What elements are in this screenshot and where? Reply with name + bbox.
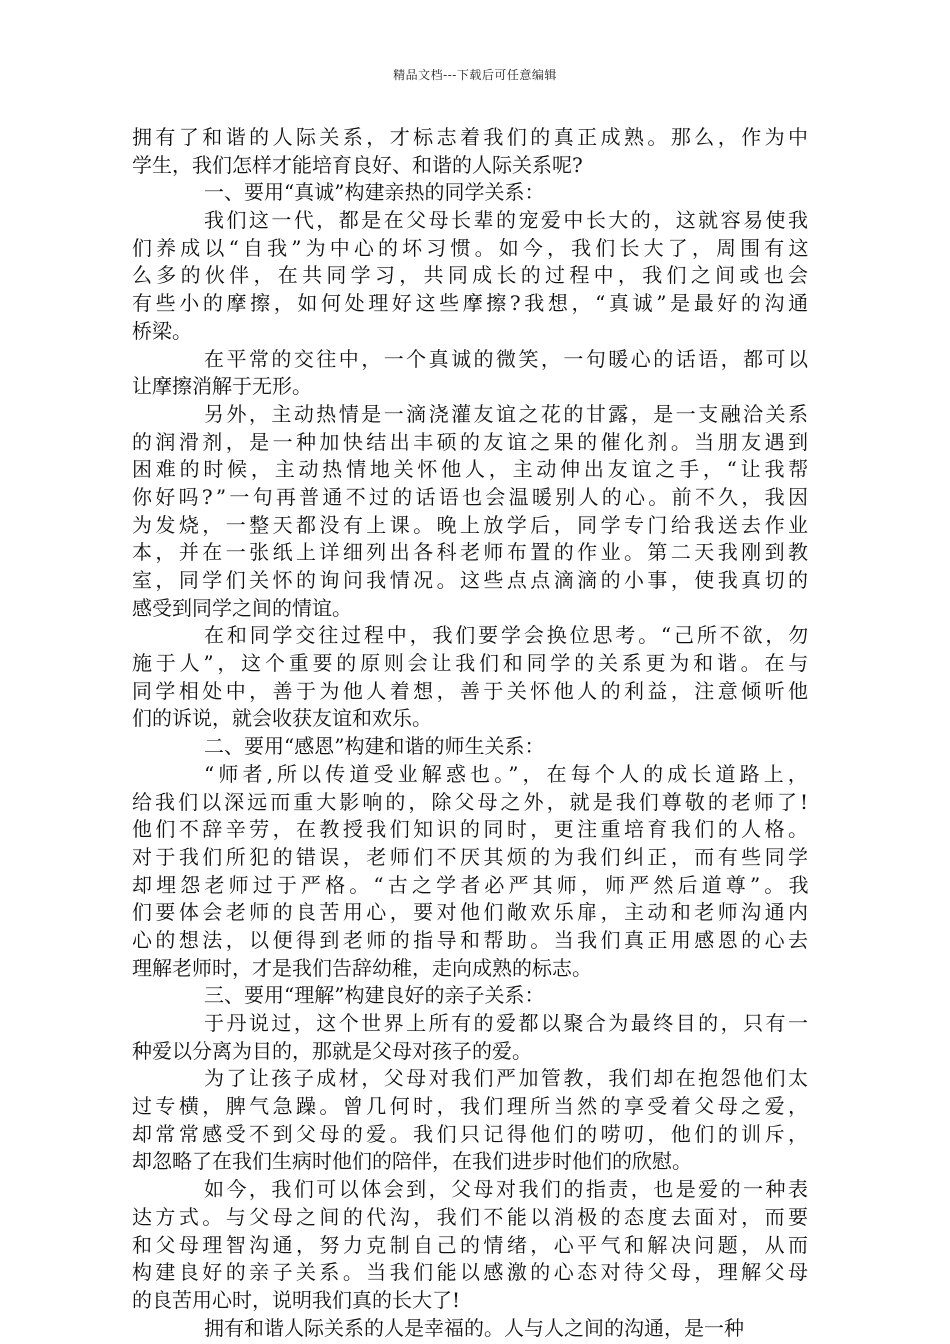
text-line: 为发烧，一整天都没有上课。晚上放学后，同学专门给我送去作业	[132, 512, 812, 537]
text-line: 们的诉说，就会收获友谊和欢乐。	[132, 706, 432, 731]
text-line: 却埋怨老师过于严格。“古之学者必严其师，师严然后道尊”。我	[132, 872, 813, 897]
text-line: 有些小的摩擦，如何处理好这些摩擦?我想，“真诚”是最好的沟通	[132, 291, 812, 316]
text-line: 如今，我们可以体会到，父母对我们的指责，也是爱的一种表	[204, 1177, 811, 1202]
document-body	[132, 124, 813, 1342]
text-line: 拥有和谐人际关系的人是幸福的。人与人之间的沟通，是一种	[204, 1315, 744, 1340]
text-line: 我们这一代，都是在父母长辈的宠爱中长大的，这就容易使我	[204, 208, 811, 233]
text-line: 种爱以分离为目的，那就是父母对孩子的爱。	[132, 1038, 532, 1063]
text-line: 桥梁。	[132, 318, 192, 343]
text-line: 对于我们所犯的错误，老师们不厌其烦的为我们纠正，而有些同学	[132, 844, 812, 869]
text-line: 一、要用“真诚”构建亲热的同学关系：	[204, 180, 545, 205]
text-line: 室，同学们关怀的询问我情况。这些点点滴滴的小事，使我真切的	[132, 568, 812, 592]
text-line: 的良苦用心时，说明我们真的长大了!	[132, 1287, 461, 1312]
text-line: 同学相处中，善于为他人着想，善于关怀他人的利益，注意倾听他	[132, 678, 812, 703]
text-line: 另外，主动热情是一滴浇灌友谊之花的甘露，是一支融洽关系	[204, 401, 811, 426]
text-line: 为了让孩子成材，父母对我们严加管教，我们却在抱怨他们太	[204, 1066, 811, 1091]
text-line: 二、要用“感恩”构建和谐的师生关系：	[204, 734, 545, 759]
text-line: 心的想法，以便得到老师的指导和帮助。当我们真正用感恩的心去	[132, 927, 812, 952]
text-line: 构建良好的亲子关系。当我们能以感激的心态对待父母，理解父母	[132, 1260, 812, 1285]
text-line: 理解老师时，才是我们告辞幼稚，走向成熟的标志。	[132, 955, 592, 980]
text-line: 给我们以深远而重大影响的，除父母之外，就是我们尊敬的老师了!	[132, 789, 812, 814]
text-line: 在和同学交往过程中，我们要学会换位思考。“己所不欲，勿	[204, 623, 812, 648]
text-line: 三、要用“理解”构建良好的亲子关系：	[204, 983, 545, 1008]
text-line: 困难的时候，主动热情地关怀他人，主动伸出友谊之手，“让我帮	[132, 457, 813, 482]
text-line: 于丹说过，这个世界上所有的爱都以聚合为最终目的，只有一	[204, 1011, 811, 1035]
text-line: 达方式。与父母之间的代沟，我们不能以消极的态度去面对，而要	[132, 1204, 812, 1229]
text-line: 么多的伙伴，在共同学习，共同成长的过程中，我们之间或也会	[132, 263, 813, 288]
text-line: 过专横，脾气急躁。曾几何时，我们理所当然的享受着父母之爱，	[132, 1094, 812, 1119]
page-header: 精品文档---下载后可任意编辑	[393, 68, 557, 82]
text-line: 你好吗?”一句再普通不过的话语也会温暖别人的心。前不久，我因	[132, 484, 812, 509]
text-line: 的润滑剂，是一种加快结出丰硕的友谊之果的催化剂。当朋友遇到	[132, 429, 812, 454]
text-line: 们要体会老师的良苦用心，要对他们敞欢乐扉，主动和老师沟通内	[132, 900, 812, 925]
text-line: 让摩擦消解于无形。	[132, 374, 312, 399]
text-line: 在平常的交往中，一个真诚的微笑，一句暖心的话语，都可以	[204, 346, 811, 371]
text-line: 拥有了和谐的人际关系，才标志着我们的真正成熟。那么，作为中	[132, 125, 812, 149]
text-line: “师者,所以传道受业解惑也。”，在每个人的成长道路上，	[204, 761, 812, 786]
text-line: 和父母理智沟通，努力克制自己的情绪，心平气和解决问题，从而	[132, 1232, 812, 1257]
text-line: 却常常感受不到父母的爱。我们只记得他们的唠叨，他们的训斥，	[132, 1121, 812, 1146]
text-line: 们养成以“自我”为中心的坏习惯。如今，我们长大了，周围有这	[132, 235, 813, 260]
text-line: 感受到同学之间的情谊。	[132, 595, 352, 620]
text-line: 施于人”，这个重要的原则会让我们和同学的关系更为和谐。在与	[132, 651, 813, 676]
text-line: 他们不辞辛劳，在教授我们知识的同时，更注重培育我们的人格。	[132, 817, 812, 842]
text-line: 学生，我们怎样才能培育良好、和谐的人际关系呢?	[132, 152, 583, 177]
text-line: 却忽略了在我们生病时他们的陪伴，在我们进步时他们的欣慰。	[132, 1149, 692, 1174]
text-line: 本，并在一张纸上详细列出各科老师布置的作业。第二天我刚到教	[132, 540, 812, 565]
